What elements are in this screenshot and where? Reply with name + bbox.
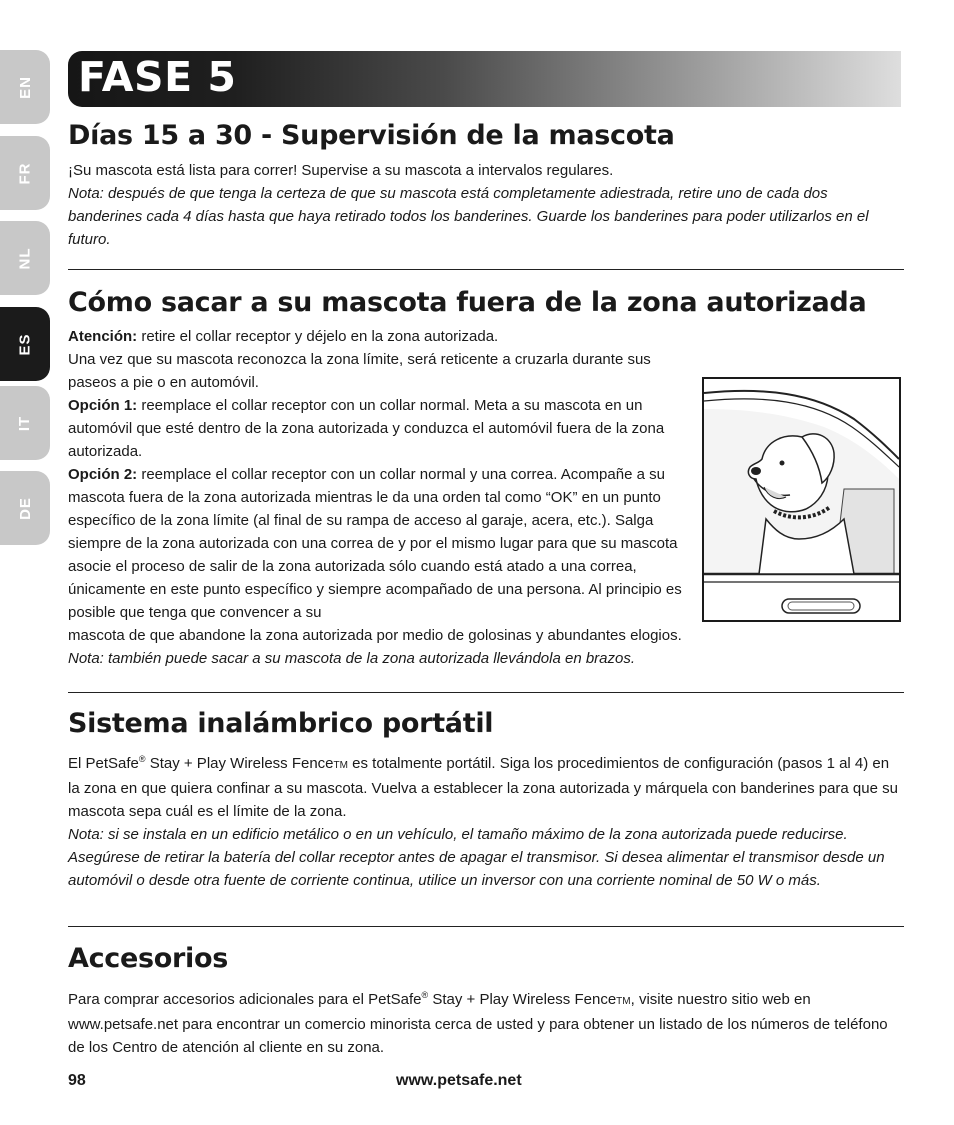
page-number: 98 (68, 1072, 86, 1089)
divider (68, 692, 904, 693)
phase-banner (68, 51, 901, 107)
lang-tab-it[interactable] (0, 386, 50, 460)
lang-tab-label: EN (16, 75, 34, 99)
option2-tail: mascota de que abandone la zona autorizada por medio de golosinas y abundantes elogios. (68, 627, 682, 644)
phase-title: FASE 5 (78, 53, 237, 101)
section-note: Nota: después de que tenga la certeza de que su mascota está completamente adiestrada, retire uno de cada dos banderines cada 4 días hasta que haya retirado todos los banderines. Guarde los banderines para poder utilizarlos en el futuro. (68, 185, 869, 248)
option1-paragraph (68, 394, 696, 463)
lang-tab-label: IT (16, 415, 34, 431)
text-span: El PetSafe (68, 755, 139, 772)
accessories-paragraph (68, 984, 904, 1059)
lang-tab-fr[interactable] (0, 136, 50, 210)
lang-tab-de[interactable] (0, 471, 50, 545)
dog-in-car-illustration (702, 377, 901, 622)
lang-tab-label: ES (16, 332, 34, 356)
registered-mark: ® (138, 754, 146, 764)
text-span: Para comprar accesorios adicionales para el PetSafe (68, 991, 422, 1008)
trademark-mark: TM (616, 996, 631, 1007)
section-title: Días 15 a 30 - Supervisión de la mascota (68, 120, 675, 151)
text-span: Stay + Play Wireless Fence (428, 991, 617, 1008)
attention-label: Atención: (68, 328, 138, 345)
section-title: Accesorios (68, 943, 229, 974)
text-span: , visite nuestro sitio web en www.petsafe.net para encontrar un comercio minorista cerca de usted y para obtener un listado de los números de teléfono de los Centro de atención al cliente en su zona. (68, 991, 888, 1056)
section-note: Nota: también puede sacar a su mascota de la zona autorizada llevándola en brazos. (68, 650, 636, 667)
attention-paragraph (68, 325, 904, 348)
option1-label: Opción 1: (68, 397, 138, 414)
section-portable-system (68, 707, 904, 892)
lang-tab-nl[interactable] (0, 221, 50, 295)
section-note: Nota: si se instala en un edificio metálico o en un vehículo, el tamaño máximo de la zona autorizada puede reducirse. Asegúrese de retirar la batería del collar receptor antes de apagar el transmisor. Si desea alimentar el transmisor desde un automóvil o desde otra fuente de corriente continua, utilice un inversor con una corriente nominal de 50 W o más. (68, 826, 885, 889)
divider (68, 926, 904, 927)
registered-mark: ® (421, 990, 429, 1000)
section-title: Sistema inalámbrico portátil (68, 708, 494, 739)
option2-label: Opción 2: (68, 466, 138, 483)
intro-paragraph: Una vez que su mascota reconozca la zona límite, será reticente a cruzarla durante sus paseos a pie o en automóvil. (68, 351, 651, 391)
section-supervision (68, 119, 904, 251)
portable-paragraph (68, 748, 904, 823)
attention-text: retire el collar receptor y déjelo en la zona autorizada. (137, 328, 499, 345)
text-span: es totalmente portátil. Siga los procedimientos de configuración (pasos 1 al 4) en la zona en que quiera confinar a su mascota. Vuelva a establecer la zona autorizada y márquela con banderines para que su mascota sepa cuál es el límite de la zona. (68, 755, 898, 820)
lang-tab-en[interactable] (0, 50, 50, 124)
section-title: Cómo sacar a su mascota fuera de la zona autorizada (68, 287, 867, 318)
section-accessories (68, 942, 904, 1059)
lang-tab-label: FR (16, 162, 34, 184)
trademark-mark: TM (333, 760, 348, 771)
lang-tab-label: DE (16, 496, 34, 520)
section-intro: ¡Su mascota está lista para correr! Supervise a su mascota a intervalos regulares. (68, 162, 614, 179)
lang-tab-es[interactable] (0, 307, 50, 381)
dog-car-drawing (704, 379, 899, 620)
option1-text: reemplace el collar receptor con un collar normal. Meta a su mascota en un automóvil que esté dentro de la zona autorizada y conduzca el automóvil fuera de la zona autorizada. (68, 397, 665, 460)
lang-tab-label: NL (16, 247, 34, 269)
divider (68, 269, 904, 270)
text-span: Stay + Play Wireless Fence (145, 755, 334, 772)
option2-paragraph (68, 463, 696, 624)
footer-url[interactable]: www.petsafe.net (396, 1072, 522, 1089)
option2-text: reemplace el collar receptor con un collar normal y una correa. Acompañe a su mascota fuera de la zona autorizada mientras le da una orden tal como “OK” en un punto específico de la zona límite (al final de su rampa de acceso al garaje, acera, etc.). Salga siempre de la zona autorizada con una correa de y por el mismo lugar para que su mascota asocie el proceso de salir de la zona autorizada sólo cuando está atado a una correa, únicamente en este punto específico y siempre acompañado de una persona. Al principio es posible que tenga que convencer a su (68, 466, 682, 621)
